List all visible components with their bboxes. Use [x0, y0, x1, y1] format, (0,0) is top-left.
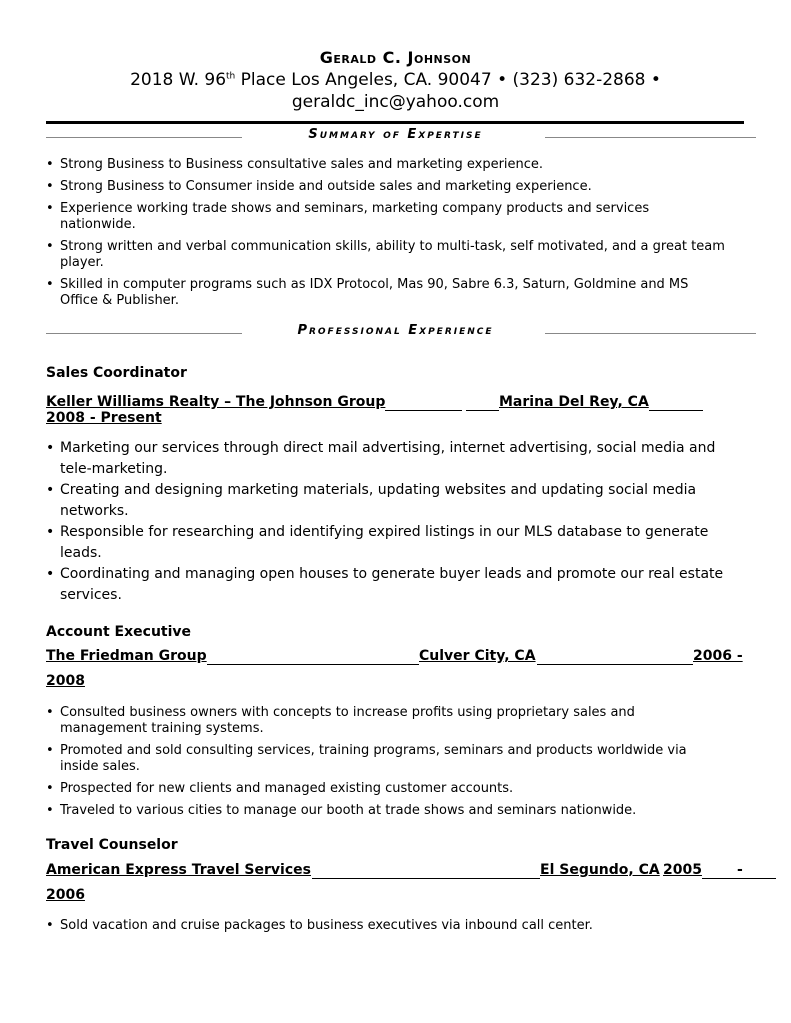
address-rest: Place Los Angeles, CA. 90047 • (323) 632-2868 •: [235, 70, 661, 90]
job-bullets: [46, 705, 726, 825]
resume-name: Gerald C. Johnson: [319, 48, 472, 67]
job-bullets: [46, 918, 726, 940]
job-title: Travel Counselor: [46, 837, 178, 853]
list-item: • Strong Business to Business consultative sales and marketing experience.: [46, 157, 726, 173]
list-item: • Experience working trade shows and seminars, marketing company products and services nationwide.: [46, 201, 726, 233]
employment-dates: 2008 - Present: [46, 410, 162, 426]
list-item: • Creating and designing marketing materials, updating websites and updating social media networks.: [46, 480, 726, 522]
section-title-experience: Professional Experience: [297, 323, 494, 338]
job-title: Account Executive: [46, 624, 192, 640]
underline-fill: [312, 878, 540, 879]
employment-dates-start: 2006 -: [693, 648, 743, 664]
employer-name: The Friedman Group: [46, 648, 207, 664]
section-rule-right: [545, 333, 756, 334]
underline-fill: [537, 664, 693, 665]
employer-location: Culver City, CA: [419, 648, 536, 664]
list-item: • Coordinating and managing open houses to generate buyer leads and promote our real estate services.: [46, 564, 726, 606]
list-item: • Sold vacation and cruise packages to business executives via inbound call center.: [46, 918, 726, 934]
address-ordinal: th: [226, 71, 236, 82]
employer-location: El Segundo, CA: [540, 862, 660, 878]
employer-name: American Express Travel Services: [46, 862, 311, 878]
underline-fill: [207, 664, 419, 665]
job-bullets: [46, 438, 726, 606]
underline-fill: [702, 878, 776, 879]
list-item: • Consulted business owners with concepts to increase profits using proprietary sales and management training systems.: [46, 705, 726, 737]
list-item: • Responsible for researching and identifying expired listings in our MLS database to generate leads.: [46, 522, 726, 564]
list-item: • Marketing our services through direct mail advertising, internet advertising, social media and tele-marketing.: [46, 438, 726, 480]
list-item: • Traveled to various cities to manage our booth at trade shows and seminars nationwide.: [46, 803, 726, 819]
header-divider: [46, 121, 744, 124]
list-item: • Strong Business to Consumer inside and outside sales and marketing experience.: [46, 179, 726, 195]
employer-location: Marina Del Rey, CA: [499, 394, 649, 410]
employment-dates-dash: -: [737, 862, 743, 878]
address-street-number: 2018 W. 96: [130, 70, 227, 90]
list-item: • Skilled in computer programs such as IDX Protocol, Mas 90, Sabre 6.3, Saturn, Goldmine and MS Office & Publisher.: [46, 277, 726, 309]
employment-dates-end: 2006: [46, 887, 85, 903]
section-title-summary: Summary of Expertise: [308, 127, 483, 142]
list-item: • Strong written and verbal communication skills, ability to multi-task, self motivated, and a great team player.: [46, 239, 726, 271]
list-item: • Promoted and sold consulting services, training programs, seminars and products worldwide via inside sales.: [46, 743, 726, 775]
list-item: • Prospected for new clients and managed existing customer accounts.: [46, 781, 726, 797]
section-rule-right: [545, 137, 756, 138]
underline-fill: [385, 410, 462, 411]
underline-fill: [466, 410, 499, 411]
contact-email: geraldc_inc@yahoo.com: [291, 92, 500, 112]
contact-address: [0, 70, 791, 90]
employment-dates-end: 2008: [46, 673, 85, 689]
employment-dates-start: 2005: [663, 862, 702, 878]
summary-list: [46, 157, 726, 315]
underline-fill: [649, 410, 703, 411]
employer-name: Keller Williams Realty – The Johnson Group: [46, 394, 386, 410]
job-title: Sales Coordinator: [46, 365, 187, 381]
